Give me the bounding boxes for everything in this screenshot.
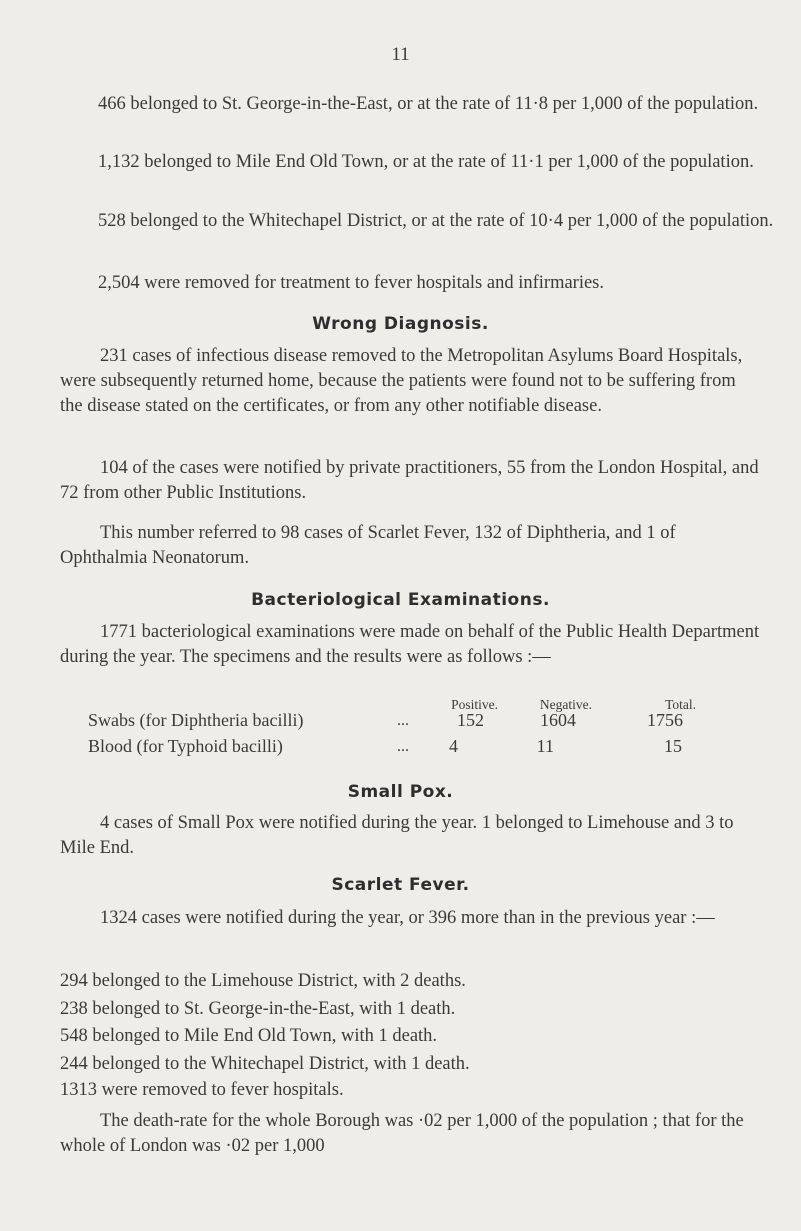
column-header-negative: Negative.: [539, 697, 592, 712]
wrong-diagnosis-paragraph: This number referred to 98 cases of Scarlet Fever, 132 of Diphtheria, and 1 of Ophthalmia Neonatorum.: [60, 523, 676, 568]
scarlet-fever-line: 238 belonged to St. George-in-the-East, with 1 death.: [60, 999, 456, 1019]
removed-line: 2,504 were removed for treatment to fever hospitals and infirmaries.: [98, 273, 605, 293]
column-header-positive: Positive.: [451, 697, 498, 712]
scarlet-fever-line: 1313 were removed to fever hospitals.: [60, 1080, 344, 1100]
bacteriological-heading: Bacteriological Examinations.: [251, 590, 550, 610]
scarlet-fever-paragraph: 1324 cases were notified during the year, or 396 more than in the previous year :—: [100, 908, 715, 928]
cell-total: 15: [664, 736, 682, 756]
column-header-total: Total.: [665, 697, 696, 712]
row-label: Blood (for Typhoid bacilli): [88, 736, 283, 756]
cell-positive: 152: [457, 710, 484, 730]
scarlet-fever-line: 244 belonged to the Whitechapel District, with 1 death.: [60, 1054, 470, 1074]
page-number: 11: [391, 44, 410, 65]
intro-line: 1,132 belonged to Mile End Old Town, or at the rate of 11·1 per 1,000 of the population.: [98, 152, 754, 172]
wrong-diagnosis-heading: Wrong Diagnosis.: [312, 314, 489, 334]
death-rate-paragraph: The death-rate for the whole Borough was ·02 per 1,000 of the population ; that for the whole of London was ·02 per 1,000: [60, 1111, 744, 1156]
leader-dots: ...: [397, 712, 409, 729]
leader-dots: ...: [397, 738, 409, 755]
small-pox-heading: Small Pox.: [347, 782, 454, 802]
scarlet-fever-heading: Scarlet Fever.: [331, 875, 470, 895]
wrong-diagnosis-paragraph: 104 of the cases were notified by private practitioners, 55 from the London Hospital, and 72 from other Public Institutions.: [60, 458, 759, 503]
cell-negative: 1604: [540, 710, 576, 730]
row-label: Swabs (for Diphtheria bacilli): [88, 710, 304, 730]
wrong-diagnosis-paragraph: 231 cases of infectious disease removed to the Metropolitan Asylums Board Hospitals, were subsequently returned home, because the patients were found not to be suffering from the disease stated on the certificates, or from any other notifiable disease.: [60, 346, 743, 416]
cell-negative: 11: [536, 736, 554, 756]
scarlet-fever-line: 294 belonged to the Limehouse District, with 2 deaths.: [60, 971, 466, 991]
small-pox-paragraph: 4 cases of Small Pox were notified during the year. 1 belonged to Limehouse and 3 to Mile End.: [60, 813, 734, 858]
intro-line: 528 belonged to the Whitechapel District, or at the rate of 10·4 per 1,000 of the population.: [98, 211, 774, 231]
scarlet-fever-line: 548 belonged to Mile End Old Town, with 1 death.: [60, 1026, 438, 1046]
bacteriological-paragraph: 1771 bacteriological examinations were made on behalf of the Public Health Department during the year. The specimens and the results were as follows :—: [60, 622, 760, 667]
intro-line: 466 belonged to St. George-in-the-East, or at the rate of 11·8 per 1,000 of the population.: [98, 94, 759, 114]
cell-positive: 4: [449, 736, 458, 756]
cell-total: 1756: [647, 710, 683, 730]
